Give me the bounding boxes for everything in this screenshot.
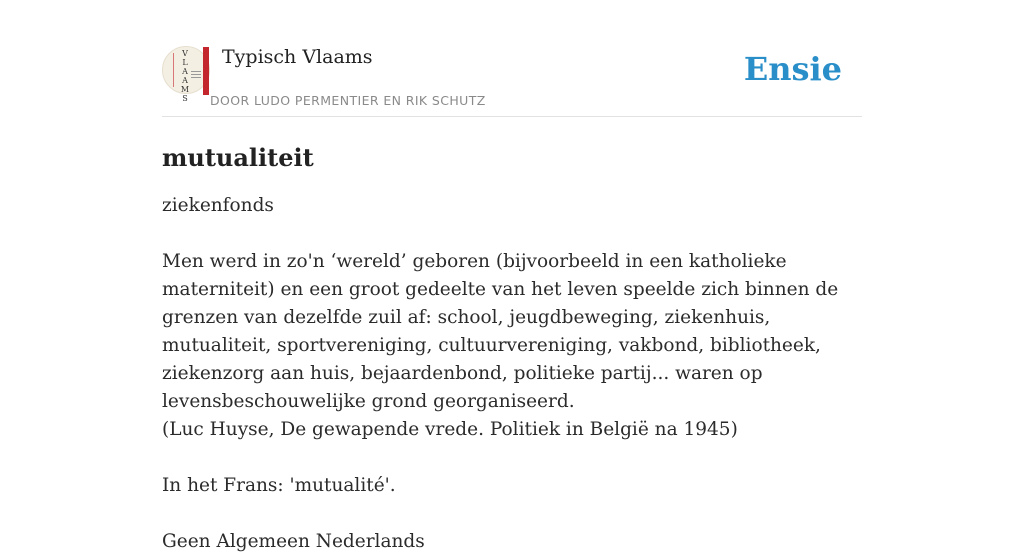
- entry-quote: [162, 248, 862, 444]
- logo-line: [173, 53, 174, 87]
- logo-letters: V L A A M S: [180, 49, 190, 103]
- quote-source: (Luc Huyse, De gewapende vrede. Politiek in België na 1945): [162, 419, 738, 440]
- book-authors: DOOR LUDO PERMENTIER EN RIK SCHUTZ: [210, 93, 486, 108]
- entry-note: Geen Algemeen Nederlands: [162, 531, 425, 552]
- book-title[interactable]: Typisch Vlaams: [222, 46, 373, 68]
- brand-logo[interactable]: Ensie: [743, 50, 842, 88]
- entry-french: In het Frans: 'mutualité'.: [162, 475, 396, 496]
- page: [162, 0, 862, 556]
- entry-body: [162, 192, 862, 556]
- logo-accent: [203, 47, 209, 95]
- logo-text-lines: [191, 71, 201, 80]
- entry-term: mutualiteit: [162, 143, 314, 172]
- entry-definition: ziekenfonds: [162, 195, 274, 216]
- book-logo[interactable]: [162, 46, 210, 103]
- header: [162, 0, 862, 117]
- quote-text: Men werd in zo'n ‘wereld’ geboren (bijvoorbeeld in een katholieke materniteit) en een groot gedeelte van het leven speelde zich binnen de grenzen van dezelfde zuil af: school, jeugdbeweging, ziekenhuis, mutualiteit, sportvereniging, cultuurvereniging, vakbond, bibliotheek, ziekenzorg aan huis, bejaardenbond, politieke partij... waren op levensbeschouwelijke grond georganiseerd.: [162, 251, 839, 412]
